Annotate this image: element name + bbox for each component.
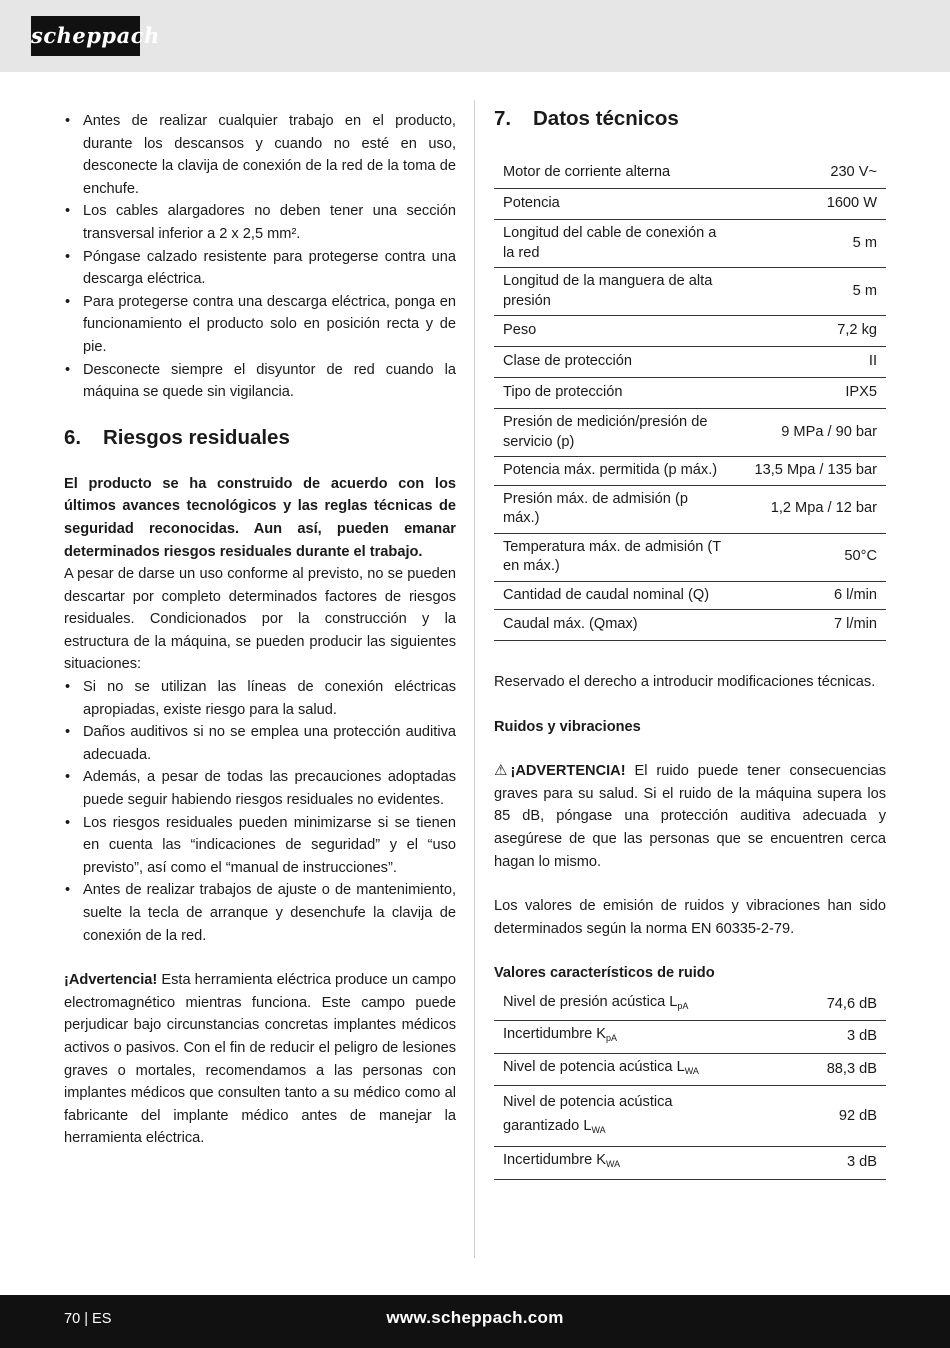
list-item: • Para protegerse contra una descarga eléctrica, ponga en funcionamiento el producto solo en posición recta y de pie. — [64, 291, 456, 359]
list-item: • Además, a pesar de todas las precauciones adoptadas puede seguir habiendo riesgos residuales no evidentes. — [64, 766, 456, 811]
table-row — [494, 268, 886, 316]
column-divider — [474, 100, 475, 1258]
table-row — [494, 158, 886, 189]
noise-value: 3 dB — [732, 1147, 886, 1180]
brand-logo: scheppach — [31, 16, 140, 56]
spec-label: Presión de medición/presión de servicio (p) — [494, 409, 732, 457]
page-footer — [0, 1295, 950, 1348]
spec-label: Presión máx. de admisión (p máx.) — [494, 485, 732, 533]
spec-value: 13,5 Mpa / 135 bar — [732, 457, 886, 486]
section-number: 7. — [494, 107, 512, 130]
noise-values-table — [494, 989, 886, 1180]
list-item: • Póngase calzado resistente para protegerse contra una descarga eléctrica. — [64, 246, 456, 291]
warning-triangle-icon: ⚠ — [494, 762, 508, 780]
spec-label: Cantidad de caudal nominal (Q) — [494, 581, 732, 610]
emf-warning — [64, 969, 456, 1150]
noise-label: Incertidumbre $K_{WA}$ — [494, 1147, 732, 1180]
spec-label: Potencia máx. permitida (p máx.) — [494, 457, 732, 486]
risk-bullet-list — [64, 676, 456, 947]
table-row — [494, 347, 886, 378]
page-number: 70 — [64, 1311, 81, 1327]
spec-value: 230 V~ — [732, 158, 886, 189]
spec-label: Tipo de protección — [494, 378, 732, 409]
noise-warning — [494, 760, 886, 873]
spec-label: Longitud del cable de conexión a la red — [494, 220, 732, 268]
spec-value: 7 l/min — [732, 610, 886, 641]
table-row — [494, 989, 886, 1021]
noise-values-heading: Valores característicos de ruido — [494, 965, 715, 982]
website-link[interactable]: www.scheppach.com — [386, 1308, 564, 1327]
noise-value: 92 dB — [732, 1086, 886, 1147]
noise-value: 88,3 dB — [732, 1053, 886, 1086]
residual-risks-paragraph: A pesar de darse un uso conforme al previsto, no se pueden descartar por completo determinados factores de riesgos residuales. Condicionados por la construcción y la estructura de la máquina, se pueden producir las siguientes situaciones: — [64, 566, 456, 673]
warning-label: ¡Advertencia! — [64, 972, 158, 989]
noise-value: 74,6 dB — [732, 989, 886, 1021]
table-row — [494, 378, 886, 409]
table-row — [494, 1147, 886, 1180]
table-row — [494, 189, 886, 220]
technical-data-table — [494, 158, 886, 641]
list-item: • Desconecte siempre el disyuntor de red cuando la máquina se quede sin vigilancia. — [64, 359, 456, 404]
section-heading-technical-data — [494, 106, 886, 132]
table-row — [494, 316, 886, 347]
list-item: • Daños auditivos si no se emplea una protección auditiva adecuada. — [64, 721, 456, 766]
reserved-note: Reservado el derecho a introducir modificaciones técnicas. — [494, 674, 876, 690]
noise-label: Nivel de potencia acústica garantizado $L_{WA}$ — [494, 1086, 732, 1147]
spec-value: 50°C — [732, 533, 886, 581]
table-row — [494, 409, 886, 457]
section-title: Riesgos residuales — [103, 425, 290, 449]
table-row — [494, 533, 886, 581]
noise-label: Nivel de potencia acústica $L_{WA}$ — [494, 1053, 732, 1086]
residual-risks-intro: El producto se ha construido de acuerdo con los últimos avances tecnológicos y las reglas técnicas de seguridad reconocidas. Aun así, pueden emanar determinados riesgos residuales durante el trabajo. — [64, 475, 456, 560]
page-header — [0, 0, 950, 72]
table-row — [494, 1086, 886, 1147]
left-column — [64, 110, 456, 1150]
list-item: • Antes de realizar cualquier trabajo en el producto, durante los descansos y cuando no esté en uso, desconecte la clavija de conexión de la red de la toma de enchufe. — [64, 110, 456, 200]
emission-text: Los valores de emisión de ruidos y vibraciones han sido determinados según la norma EN 60335-2-79. — [494, 898, 886, 937]
noise-label: Incertidumbre $K_{pA}$ — [494, 1021, 732, 1054]
table-row — [494, 485, 886, 533]
noise-value: 3 dB — [732, 1021, 886, 1054]
list-item: • Antes de realizar trabajos de ajuste o de mantenimiento, suelte la tecla de arranque y desenchufe la clavija de conexión de la red. — [64, 879, 456, 947]
warning-label: ¡ADVERTENCIA! — [510, 763, 626, 780]
table-row — [494, 1053, 886, 1086]
table-row — [494, 220, 886, 268]
list-item: • Los riesgos residuales pueden minimizarse si se tienen en cuenta las “indicaciones de seguridad” y el “uso previsto”, así como el “manual de instrucciones”. — [64, 812, 456, 880]
warning-text: El ruido puede tener consecuencias graves para su salud. Si el ruido de la máquina supera los 85 dB, póngase una protección auditiva adecuada y asegúrese de que las personas que se encuentren cerca hagan lo mismo. — [494, 763, 886, 870]
list-item: • Los cables alargadores no deben tener una sección transversal inferior a 2 x 2,5 mm². — [64, 200, 456, 245]
table-row — [494, 610, 886, 641]
spec-value: 5 m — [732, 220, 886, 268]
separator: | — [84, 1311, 89, 1327]
spec-label: Caudal máx. (Qmax) — [494, 610, 732, 641]
spec-label: Clase de protección — [494, 347, 732, 378]
safety-bullet-list — [64, 110, 456, 404]
spec-value: 6 l/min — [732, 581, 886, 610]
spec-label: Peso — [494, 316, 732, 347]
noise-heading: Ruidos y vibraciones — [494, 718, 641, 735]
spec-value: 1600 W — [732, 189, 886, 220]
spec-label: Longitud de la manguera de alta presión — [494, 268, 732, 316]
spec-value: 7,2 kg — [732, 316, 886, 347]
spec-label: Motor de corriente alterna — [494, 158, 732, 189]
spec-value: IPX5 — [732, 378, 886, 409]
spec-value: 9 MPa / 90 bar — [732, 409, 886, 457]
list-item: • Si no se utilizan las líneas de conexión eléctricas apropiadas, existe riesgo para la salud. — [64, 676, 456, 721]
section-number: 6. — [64, 425, 82, 449]
table-row — [494, 581, 886, 610]
spec-value: 1,2 Mpa / 12 bar — [732, 485, 886, 533]
table-row — [494, 457, 886, 486]
table-row — [494, 1021, 886, 1054]
section-heading-residual-risks — [64, 425, 456, 451]
spec-value: II — [732, 347, 886, 378]
spec-label: Temperatura máx. de admisión (T en máx.) — [494, 533, 732, 581]
spec-label: Potencia — [494, 189, 732, 220]
section-title: Datos técnicos — [533, 107, 679, 130]
spec-value: 5 m — [732, 268, 886, 316]
right-column — [494, 106, 886, 1180]
warning-text: Esta herramienta eléctrica produce un campo electromagnético mientras funciona. Este campo puede perjudicar bajo circunstancias concretas implantes médicos activos o pasivos. Con el fin de reducir el peligro de lesiones graves o mortales, recomendamos a las personas con implantes médicos que consulten tanto a su médico como al fabricante del implante médico antes de manejar la herramienta eléctrica. — [64, 972, 456, 1147]
noise-label: Nivel de presión acústica $L_{pA}$ — [494, 989, 732, 1021]
language-code: ES — [92, 1311, 112, 1327]
